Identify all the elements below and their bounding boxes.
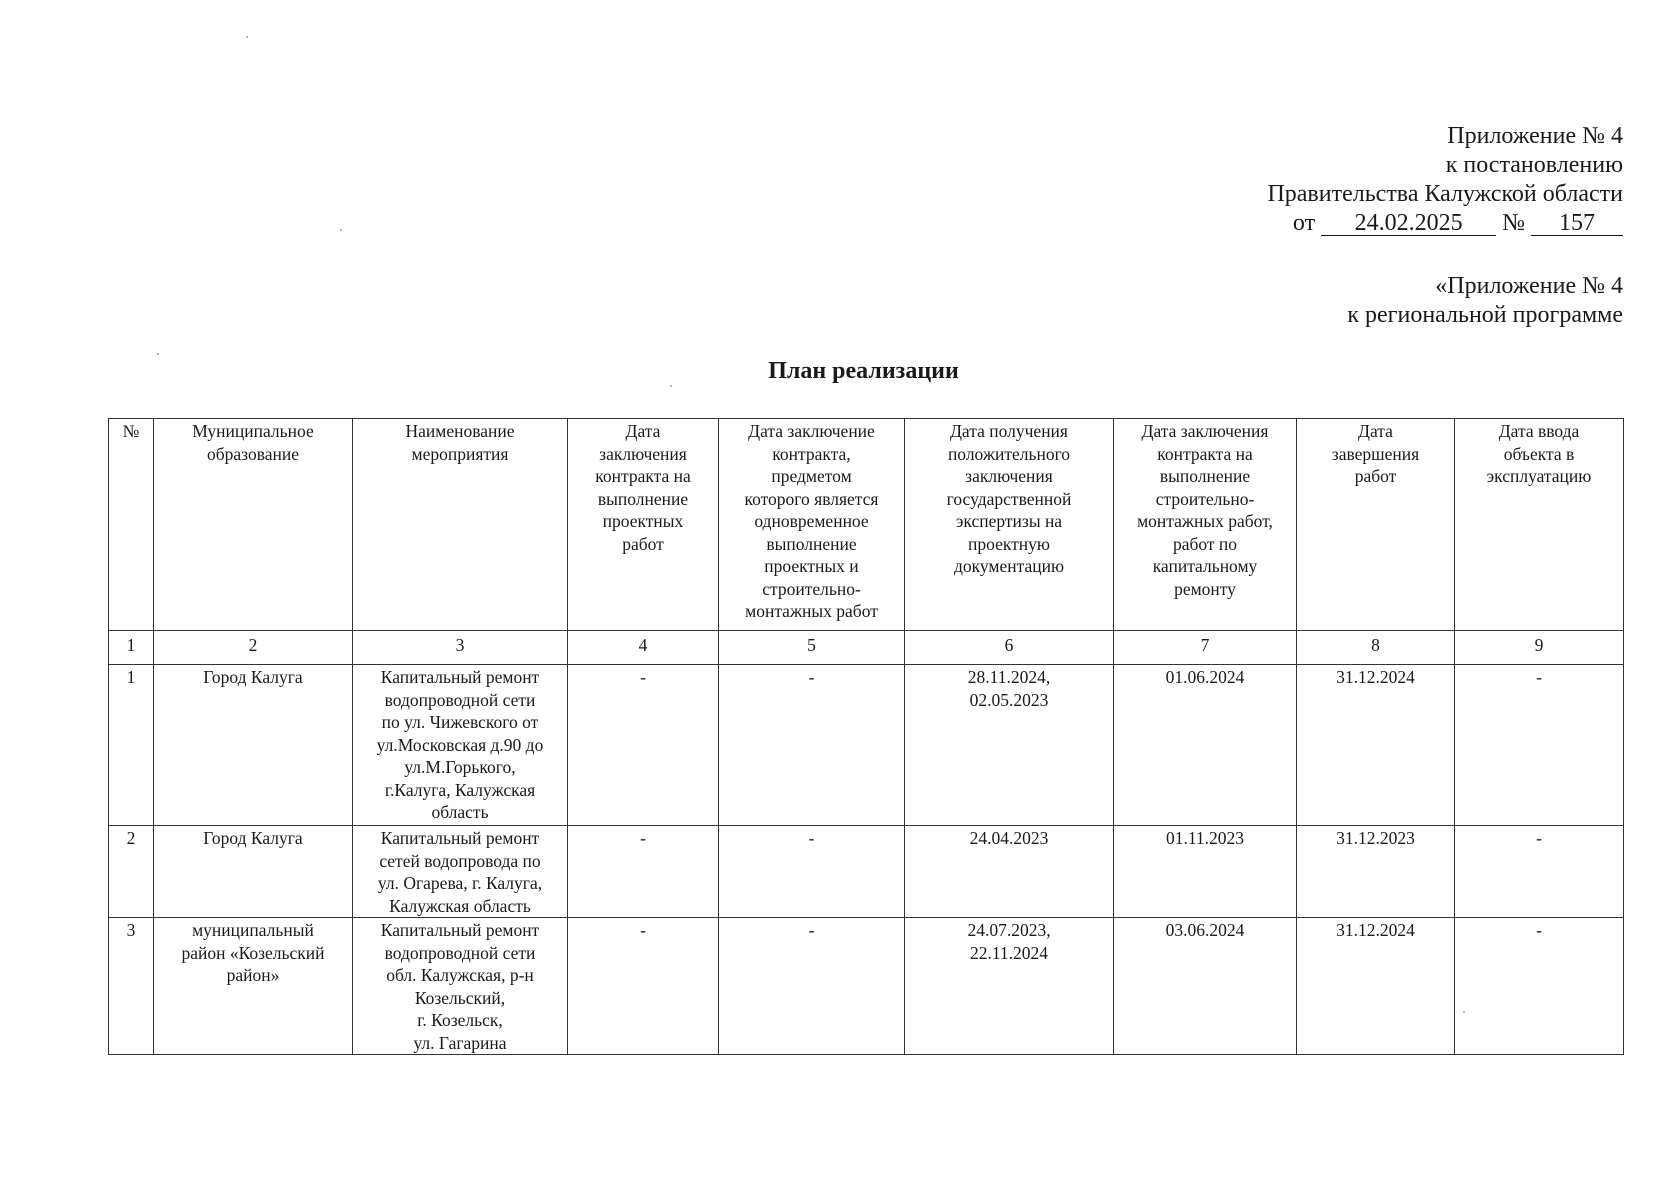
expertise-cell [905, 665, 1114, 826]
event-cell [353, 665, 568, 826]
construction-contract-cell: 01.06.2024 [1114, 665, 1297, 826]
expertise-cell [905, 918, 1114, 1055]
column-number: 9 [1455, 631, 1624, 665]
commissioning-cell: - [1455, 826, 1624, 918]
program-appendix-title: «Приложение № 4 [1435, 273, 1623, 299]
commissioning-cell: - [1455, 918, 1624, 1055]
decree-date: 24.02.2025 [1321, 211, 1496, 236]
header-event-line: мероприятия [411, 443, 509, 464]
design-contract-cell: - [568, 826, 719, 918]
event-cell [353, 826, 568, 918]
design-contract-cell: - [568, 665, 719, 826]
combined-contract-cell: - [719, 918, 905, 1055]
header-construction-contract-date-line: ремонту [1174, 578, 1236, 599]
column-number: 3 [353, 631, 568, 665]
appendix-to-resolution: к постановлению [1445, 152, 1623, 178]
header-completion-date-line: завершения [1331, 443, 1420, 464]
municipality-cell-line: район» [226, 965, 280, 985]
appendix-government: Правительства Калужской области [1267, 181, 1623, 207]
header-construction-contract-date-line: Дата заключения [1141, 421, 1269, 441]
expertise-cell [905, 826, 1114, 918]
header-design-contract-date-line: проектных [602, 511, 684, 531]
program-appendix-header [1347, 272, 1623, 330]
event-cell-line: г. Козельск, [417, 1010, 503, 1030]
event-cell-line: г.Калуга, Калужская [384, 779, 536, 800]
header-combined-contract-date-line: монтажных работ [745, 601, 878, 621]
decree-line [1267, 209, 1623, 238]
municipality-cell-line: Город Калуга [203, 828, 303, 848]
column-number: 1 [109, 631, 154, 665]
column-number: 5 [719, 631, 905, 665]
event-cell-line: обл. Калужская, р-н [386, 965, 534, 985]
header-event-line: Наименование [405, 421, 515, 441]
combined-contract-cell: - [719, 826, 905, 918]
header-event [353, 419, 568, 631]
appendix-header [1267, 122, 1623, 238]
header-combined-contract-date-line: одновременное [754, 511, 869, 531]
header-design-contract-date-line: Дата [625, 421, 661, 441]
design-contract-cell: - [568, 918, 719, 1055]
combined-contract-cell: - [719, 665, 905, 826]
header-combined-contract-date-line: проектных и [764, 556, 859, 576]
header-construction-contract-date-line: строительно- [1155, 488, 1255, 509]
municipality-cell [154, 918, 353, 1055]
commissioning-cell: - [1455, 665, 1624, 826]
header-expertise-date [905, 419, 1114, 631]
document-title: План реализации [768, 358, 959, 384]
column-number: 2 [154, 631, 353, 665]
header-completion-date-line: Дата [1358, 421, 1393, 441]
header-completion-date-line: работ [1354, 466, 1397, 486]
header-commissioning-date-line: эксплуатацию [1486, 466, 1592, 486]
event-cell-line: область [431, 802, 489, 822]
header-expertise-date-line: положительного [947, 443, 1071, 464]
municipality-cell [154, 665, 353, 826]
header-design-contract-date-line: выполнение [597, 488, 689, 509]
header-municipality-line: образование [206, 443, 300, 464]
expertise-cell-line: 24.07.2023, [967, 920, 1051, 940]
completion-cell: 31.12.2024 [1297, 665, 1455, 826]
construction-contract-cell: 01.11.2023 [1114, 826, 1297, 918]
row-number: 1 [109, 665, 154, 826]
event-cell-line: водопроводной сети [384, 942, 536, 963]
row-number: 2 [109, 826, 154, 918]
event-cell [353, 918, 568, 1055]
expertise-cell-line: 02.05.2023 [969, 689, 1049, 710]
header-combined-contract-date-line: строительно- [762, 578, 861, 599]
header-commissioning-date [1455, 419, 1624, 631]
scan-speck [670, 385, 672, 387]
header-commissioning-date-line: объекта в [1503, 443, 1575, 464]
header-design-contract-date-line: работ [622, 533, 664, 554]
event-cell-line: Капитальный ремонт [380, 667, 540, 687]
event-cell-line: Калужская область [389, 895, 531, 916]
header-municipality-line: Муниципальное [192, 421, 314, 441]
table-body [109, 665, 1624, 1055]
header-number [109, 419, 154, 631]
header-combined-contract-date-line: Дата заключение [748, 421, 875, 441]
municipality-cell [154, 826, 353, 918]
event-cell-line: ул.М.Горького, [404, 757, 516, 777]
column-number: 4 [568, 631, 719, 665]
header-combined-contract-date-line: выполнение [766, 533, 857, 554]
header-construction-contract-date-line: выполнение [1159, 466, 1251, 486]
header-combined-contract-date-line: контракта, [772, 443, 851, 464]
header-design-contract-date-line: заключения [599, 443, 687, 464]
number-sign: № [1502, 210, 1525, 236]
header-construction-contract-date [1114, 419, 1297, 631]
header-construction-contract-date-line: монтажных работ, [1137, 511, 1273, 531]
row-number: 3 [109, 918, 154, 1055]
from-label: от [1292, 210, 1316, 236]
scan-speck [340, 229, 342, 231]
column-number: 7 [1114, 631, 1297, 665]
event-cell-line: ул.Московская д.90 до [376, 734, 544, 755]
header-construction-contract-date-line: работ по [1172, 533, 1238, 554]
column-number: 8 [1297, 631, 1455, 665]
header-combined-contract-date-line: предметом [771, 466, 852, 486]
table-header-row [109, 419, 1624, 631]
appendix-title: Приложение № 4 [1447, 123, 1623, 149]
header-design-contract-date-line: контракта на [595, 466, 691, 486]
event-cell-line: ул. Гагарина [413, 1032, 507, 1053]
header-commissioning-date-line: Дата ввода [1498, 421, 1580, 441]
header-design-contract-date [568, 419, 719, 631]
expertise-cell-line: 24.04.2023 [969, 828, 1049, 848]
header-number-line: № [122, 421, 140, 441]
municipality-cell-line: муниципальный [192, 920, 314, 940]
header-construction-contract-date-line: контракта на [1157, 443, 1253, 464]
header-expertise-date-line: заключения [965, 466, 1053, 486]
completion-cell: 31.12.2024 [1297, 918, 1455, 1055]
event-cell-line: сетей водопровода по [379, 850, 541, 871]
expertise-cell-line: 22.11.2024 [969, 942, 1049, 963]
header-combined-contract-date-line: которого является [744, 488, 879, 509]
decree-number: 157 [1531, 211, 1623, 236]
header-municipality [154, 419, 353, 631]
event-cell-line: по ул. Чижевского от [381, 712, 539, 732]
header-completion-date [1297, 419, 1455, 631]
event-cell-line: Козельский, [414, 987, 506, 1008]
header-construction-contract-date-line: капитальному [1152, 556, 1258, 576]
header-combined-contract-date [719, 419, 905, 631]
construction-contract-cell: 03.06.2024 [1114, 918, 1297, 1055]
municipality-cell-line: Город Калуга [203, 667, 303, 687]
header-expertise-date-line: экспертизы на [955, 511, 1063, 531]
implementation-plan-table [108, 418, 1624, 1055]
header-expertise-date-line: проектную [968, 533, 1050, 554]
table-row [109, 826, 1624, 918]
header-expertise-date-line: государственной [946, 488, 1072, 509]
expertise-cell-line: 28.11.2024, [967, 667, 1051, 687]
event-cell-line: Капитальный ремонт [380, 828, 540, 848]
completion-cell: 31.12.2023 [1297, 826, 1455, 918]
municipality-cell-line: район «Козельский [181, 942, 325, 963]
column-number-row [109, 631, 1624, 665]
table-row [109, 918, 1624, 1055]
column-number: 6 [905, 631, 1114, 665]
header-expertise-date-line: документацию [953, 556, 1065, 576]
event-cell-line: водопроводной сети [384, 689, 536, 710]
table-row [109, 665, 1624, 826]
scan-speck [157, 353, 159, 355]
event-cell-line: ул. Огарева, г. Калуга, [377, 873, 543, 893]
scan-speck [246, 36, 248, 38]
header-expertise-date-line: Дата получения [950, 421, 1068, 441]
event-cell-line: Капитальный ремонт [380, 920, 540, 940]
program-appendix-subtitle: к региональной программе [1347, 302, 1623, 328]
